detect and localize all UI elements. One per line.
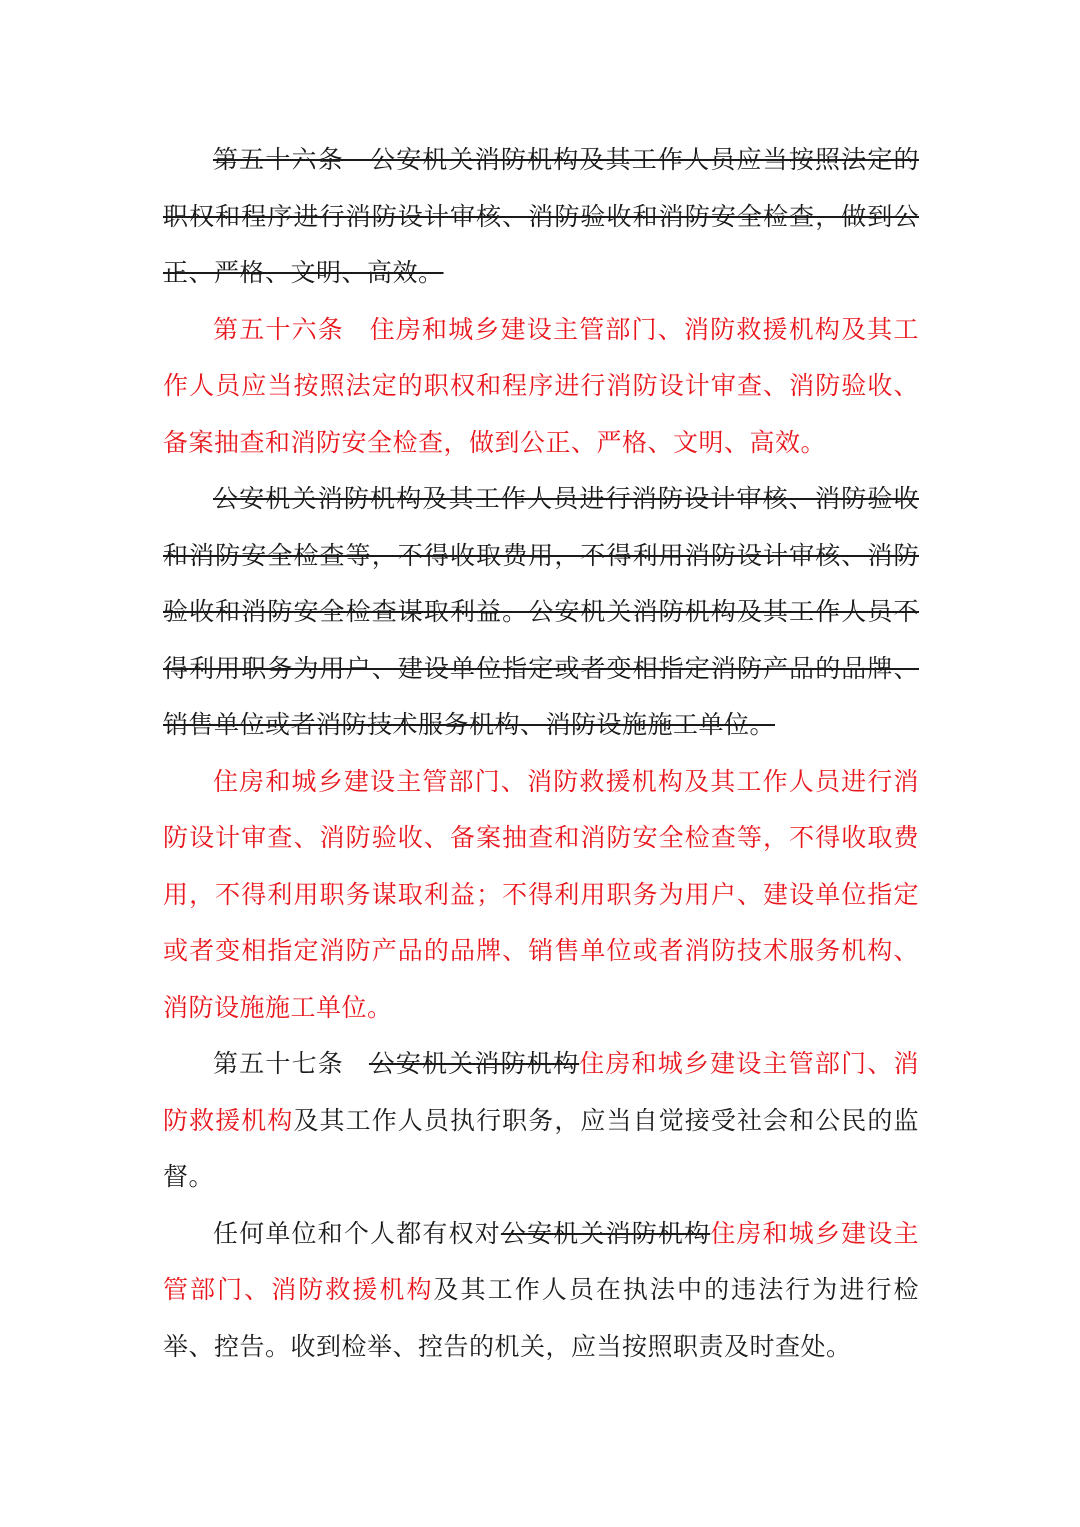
deleted-text: 公安机关消防机构 (500, 1218, 711, 1248)
inserted-text: 住房和城乡建设主管部门、消防救援机构及其工作人员应当按照法定的职权和程序进行消防设计审查、消防验收、备案抽查和消防安全检查，做到公正、严格、文明、高效。 (163, 314, 919, 457)
article-56-para2-inserted (163, 754, 919, 1037)
body-text: 及其工作人员执行职务，应当自觉接受社会和公民的监督。 (163, 1105, 919, 1191)
article-56-inserted (163, 302, 919, 472)
article-label: 第五十七条 (213, 1049, 344, 1078)
deleted-text: 第五十六条 公安机关消防机构及其工作人员应当按照法定的职权和程序进行消防设计审核、消防验收和消防安全检查，做到公正、严格、文明、高效。 (163, 145, 919, 287)
article-56-para2-deleted (163, 471, 919, 754)
article-57 (163, 1036, 919, 1206)
deleted-text: 公安机关消防机构 (368, 1049, 580, 1078)
article-56-deleted (163, 132, 919, 302)
inserted-text: 住房和城乡建设主管部门、消防救援机构及其工作人员进行消防设计审查、消防验收、备案抽查和消防安全检查等，不得收取费用，不得利用职务谋取利益；不得利用职务为用户、建设单位指定或者变相指定消防产品的品牌、销售单位或者消防技术服务机构、消防设施施工单位。 (163, 766, 919, 1022)
article-label: 第五十六条 (213, 314, 344, 344)
body-text: 及其工作人员在执法中的违法行为进行检举、控告。收到检举、控告的机关，应当按照职责及时查处。 (163, 1275, 919, 1361)
inserted-text: 住房和城乡建设主管部门、消防救援机构 (163, 1218, 919, 1304)
document-page (163, 132, 919, 1375)
inserted-text: 住房和城乡建设主管部门、消防救援机构 (163, 1049, 919, 1135)
body-text: 任何单位和个人都有权对 (213, 1218, 501, 1248)
article-57-para2 (163, 1206, 919, 1376)
deleted-text: 公安机关消防机构及其工作人员进行消防设计审核、消防验收和消防安全检查等，不得收取费用，不得利用消防设计审核、消防验收和消防安全检查谋取利益。公安机关消防机构及其工作人员不得利用职务为用户、建设单位指定或者变相指定消防产品的品牌、销售单位或者消防技术服务机构、消防设施施工单位。 (163, 484, 919, 739)
